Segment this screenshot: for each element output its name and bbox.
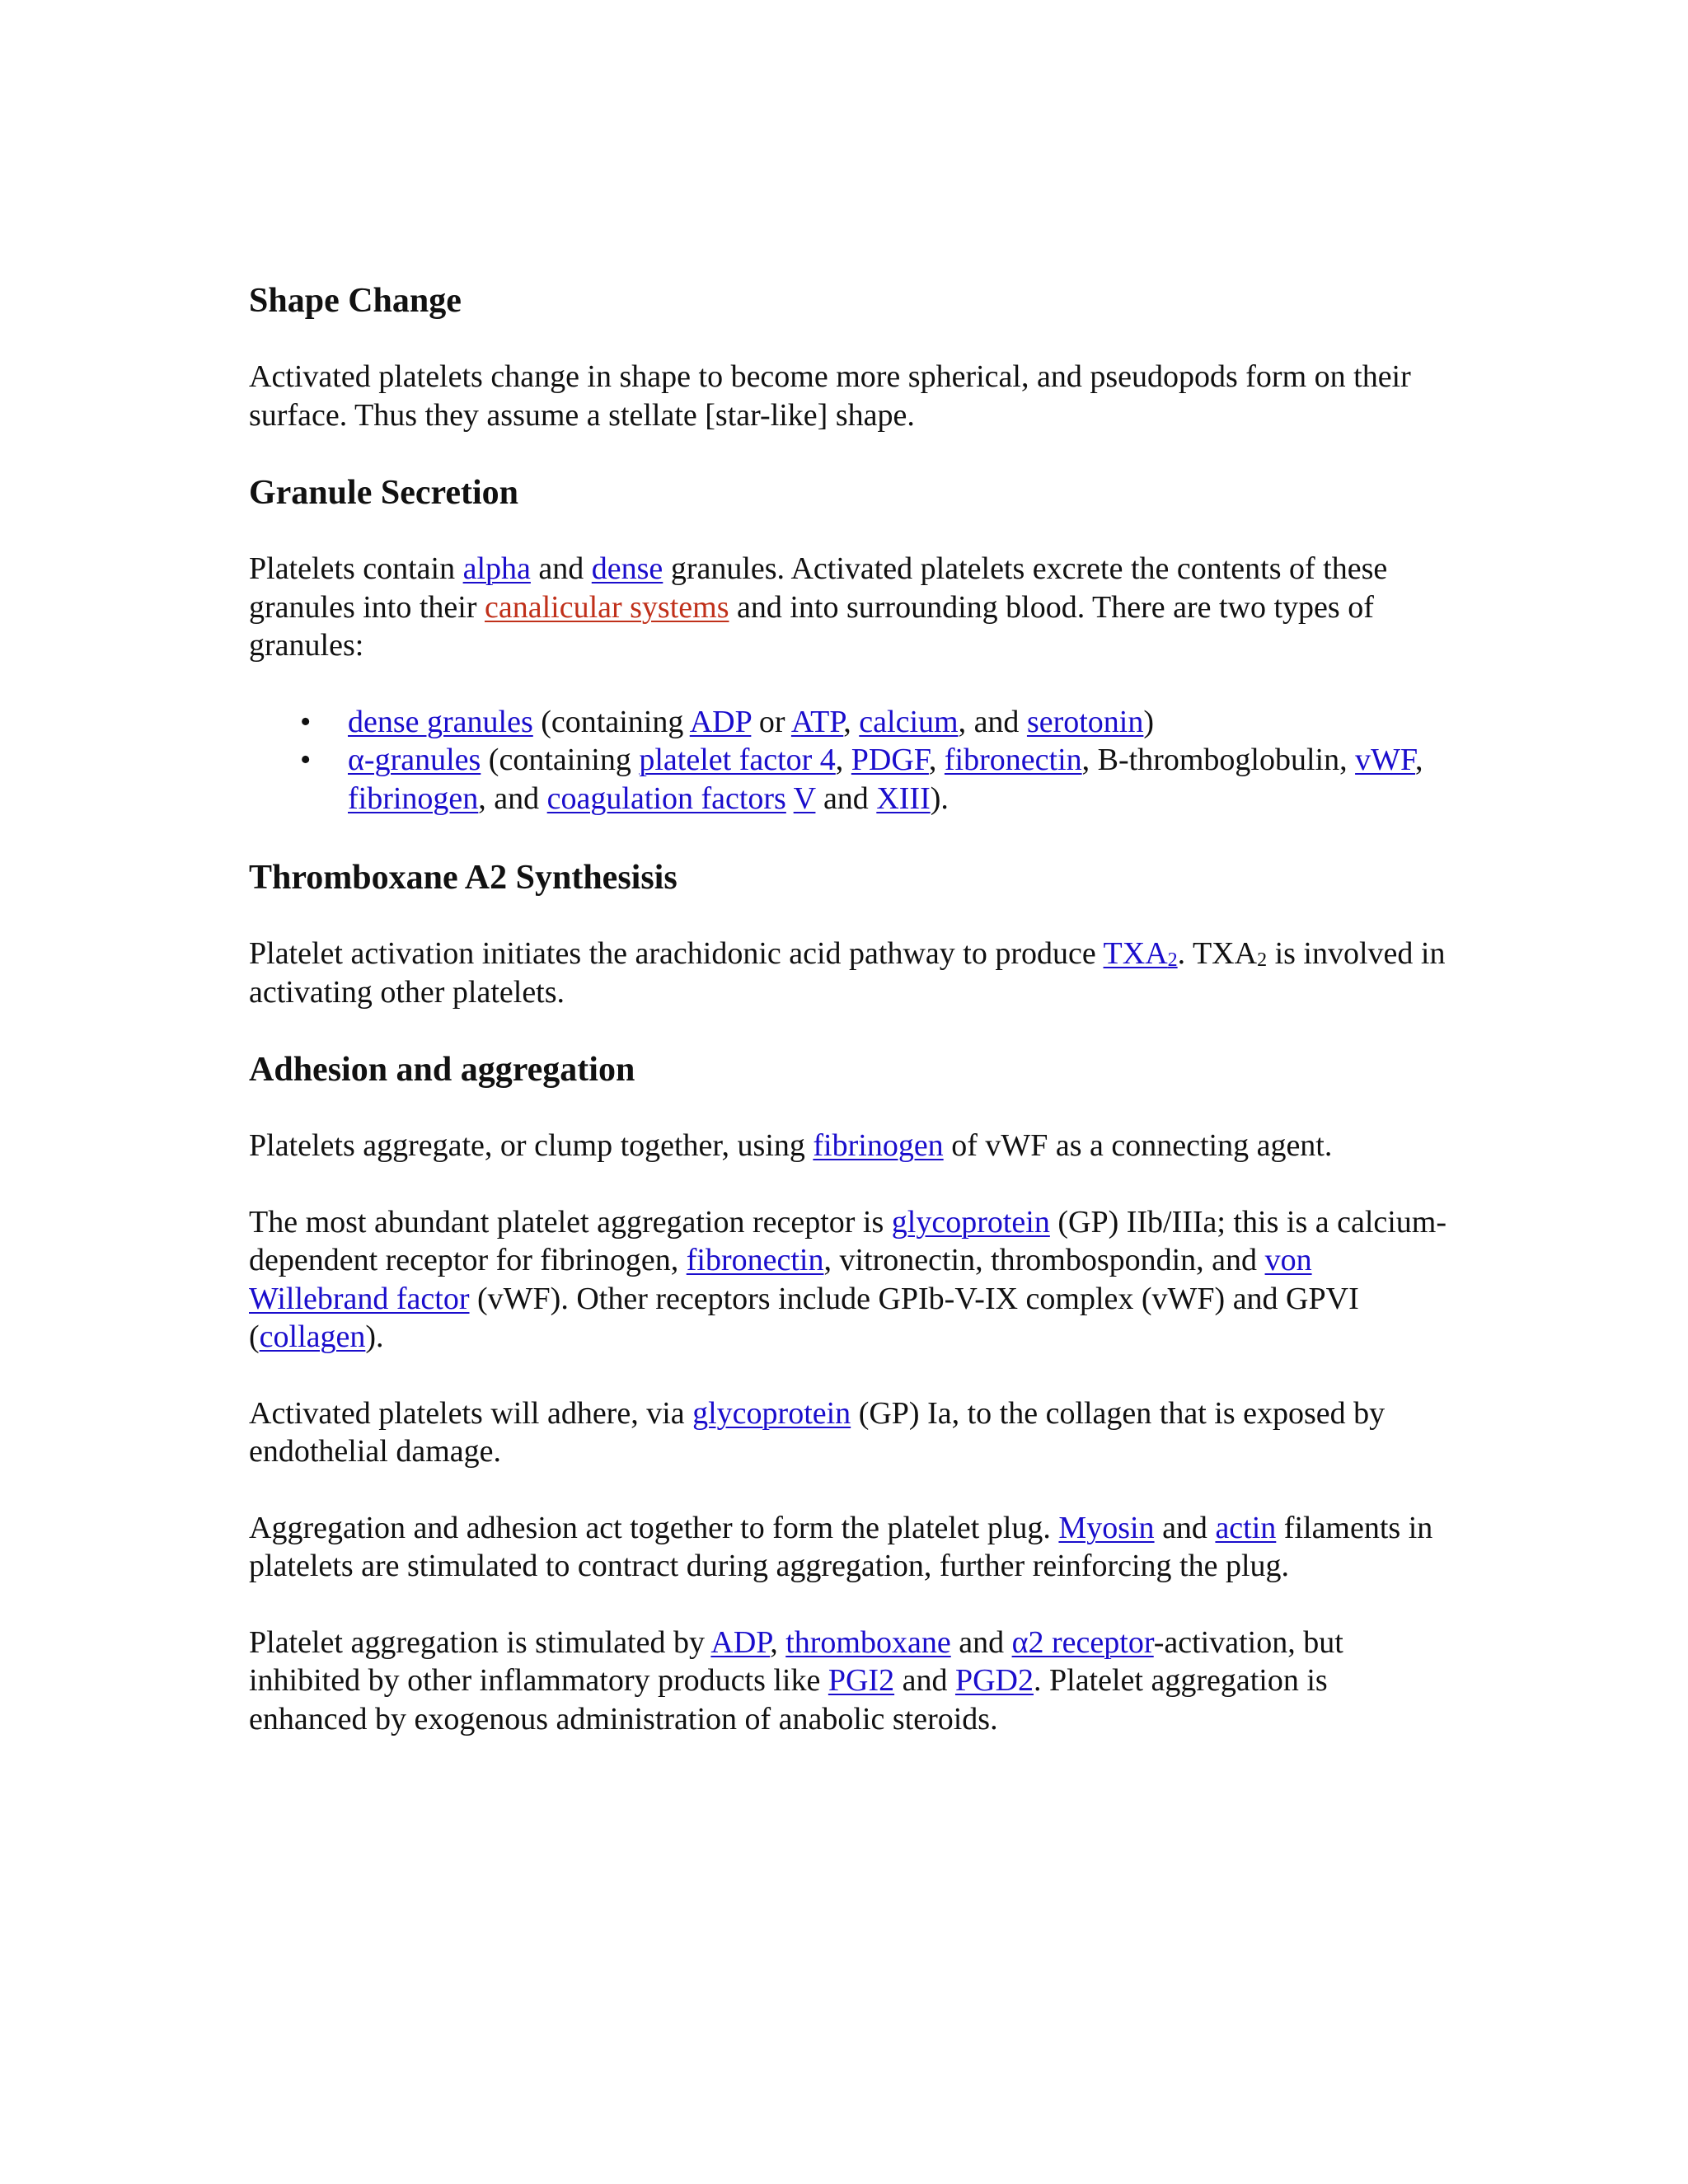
link-pgd2[interactable]: PGD2 [954,1663,1034,1698]
link-actin[interactable]: actin [1215,1510,1277,1545]
text: , and [958,704,1027,739]
paragraph-adhesion-1 [249,1127,1452,1165]
link-collagen[interactable]: collagen [259,1319,366,1354]
text: and into surrounding blood. There are two types of granules: [249,589,1374,663]
heading-thromboxane: Thromboxane A2 Synthesisis [249,859,678,897]
text: , [928,743,945,777]
paragraph-adhesion-2 [249,1203,1452,1357]
text: Platelet aggregation is stimulated by [249,1624,711,1660]
subscript: 2 [1257,949,1268,971]
link-txa2-text: TXA [1103,936,1168,971]
text: Platelet activation initiates the arachidonic acid pathway to produce [249,936,1104,971]
text: or [751,704,791,739]
document-content [249,280,1452,1776]
link-myosin[interactable]: Myosin [1058,1510,1155,1545]
paragraph-adhesion-5 [249,1624,1452,1739]
link-factor-xiii[interactable]: XIII [876,780,931,816]
text: and [894,1663,955,1698]
link-serotonin[interactable]: serotonin [1026,704,1144,739]
link-adp[interactable]: ADP [710,1624,771,1660]
link-glycoprotein[interactable]: glycoprotein [692,1395,851,1431]
text: Aggregation and adhesion act together to form the platelet plug. [249,1510,1059,1545]
text: and [530,551,592,586]
link-atp[interactable]: ATP [790,704,844,739]
text: , [770,1624,786,1660]
text: and [815,780,877,816]
text: filaments in platelets are stimulated to contract during aggregation, further reinforcing the plug. [249,1510,1433,1583]
text: , vitronectin, thrombospondin, and [823,1243,1265,1277]
text: (containing [481,743,640,777]
text: , and [478,780,547,816]
link-alpha2-receptor[interactable]: α2 receptor [1011,1624,1154,1660]
bullet-icon: • [300,743,312,777]
link-dense-granules[interactable]: dense granules [348,704,533,739]
text: ). [365,1319,384,1354]
link-factor-v[interactable]: V [793,780,816,816]
text: Platelets aggregate, or clump together, using [249,1128,814,1163]
bullet-icon: • [300,704,312,739]
text: . TXA [1177,936,1258,971]
paragraph-granule-secretion [249,550,1452,665]
text: , [843,704,860,739]
link-canalicular-systems[interactable]: canalicular systems [484,589,729,625]
text: , B-thromboglobulin, [1081,743,1356,777]
link-calcium[interactable]: calcium [859,704,959,739]
text: , [1415,743,1423,777]
text: ) [1143,704,1155,739]
text: and [1154,1510,1216,1545]
link-pgi2[interactable]: PGI2 [828,1663,895,1698]
link-glycoprotein[interactable]: glycoprotein [891,1204,1050,1240]
link-fibronectin[interactable]: fibronectin [686,1243,824,1277]
heading-adhesion-aggregation: Adhesion and aggregation [249,1051,635,1089]
link-platelet-factor-4[interactable]: platelet factor 4 [639,743,836,777]
text: Platelets contain [249,551,463,586]
paragraph-shape-change: Activated platelets change in shape to become more spherical, and pseudopods form on their surface. Thus they assume a stellate [star-like] shape. [249,359,1411,433]
paragraph-adhesion-3 [249,1394,1452,1471]
paragraph-thromboxane [249,935,1452,1011]
text: is involved in activating other platelets. [249,936,1446,1010]
subscript: 2 [1167,949,1178,971]
link-alpha-granules[interactable]: α-granules [348,743,481,777]
link-coagulation-factors[interactable]: coagulation factors [546,780,786,816]
text: , [835,743,851,777]
heading-granule-secretion: Granule Secretion [249,474,519,512]
list-item-dense-granules [300,703,1452,742]
text: of vWF as a connecting agent. [943,1128,1333,1163]
link-fibrinogen[interactable]: fibrinogen [813,1128,944,1163]
heading-shape-change: Shape Change [249,282,462,320]
link-fibronectin[interactable]: fibronectin [944,743,1082,777]
link-pdgf[interactable]: PDGF [851,743,929,777]
link-fibrinogen[interactable]: fibrinogen [348,780,479,816]
link-dense[interactable]: dense [591,551,663,586]
link-alpha[interactable]: alpha [462,551,531,586]
granule-types-list [249,703,1452,818]
text: (GP) IIb/IIIa; this is a calcium-dependent receptor for fibrinogen, [249,1204,1447,1277]
text: (containing [532,704,690,739]
text: -activation, but inhibited by other inflammatory products like [249,1624,1343,1698]
text: (vWF). Other receptors include GPIb-V-IX complex (vWF) and GPVI ( [249,1281,1359,1354]
paragraph-adhesion-4 [249,1509,1452,1586]
text [786,781,794,816]
link-von-willebrand-factor[interactable]: von Willebrand factor [249,1243,1312,1316]
text: (GP) Ia, to the collagen that is exposed by endothelial damage. [249,1395,1386,1469]
text: ). [930,780,949,816]
text: Activated platelets will adhere, via [249,1395,693,1431]
link-txa2[interactable] [1104,936,1178,971]
text: The most abundant platelet aggregation receptor is [249,1204,892,1240]
link-vwf[interactable]: vWF [1355,743,1416,777]
text: . Platelet aggregation is enhanced by exogenous administration of anabolic steroids. [249,1663,1328,1736]
text: and [950,1624,1012,1660]
text: granules. Activated platelets excrete the contents of these granules into their [249,551,1388,625]
link-adp[interactable]: ADP [689,704,752,739]
link-thromboxane[interactable]: thromboxane [785,1624,951,1660]
list-item-alpha-granules [300,741,1452,818]
